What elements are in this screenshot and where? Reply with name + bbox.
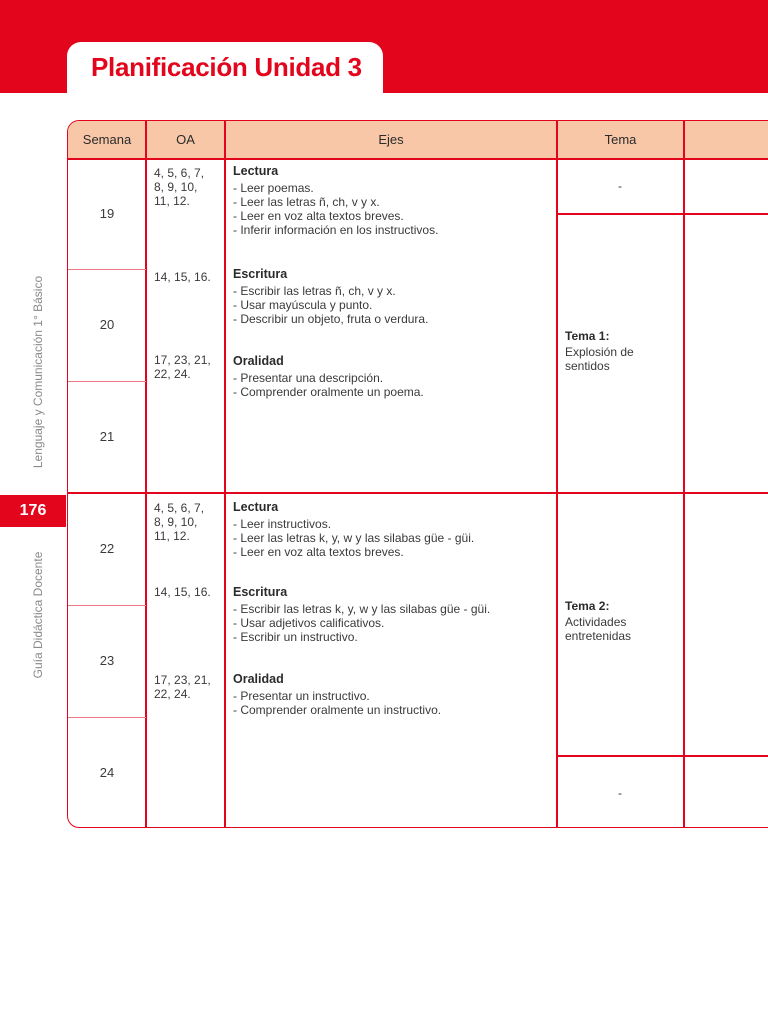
- ejes-item: - Escribir un instructivo.: [233, 630, 358, 644]
- ejes-item: - Presentar un instructivo.: [233, 689, 370, 703]
- ejes-escritura-b1: [233, 267, 551, 326]
- oa-escritura-b2: 14, 15, 16.: [154, 585, 211, 599]
- ejes-item: - Leer en voz alta textos breves.: [233, 209, 404, 223]
- oa-lectura-b1: 4, 5, 6, 7, 8, 9, 10, 11, 12.: [154, 166, 205, 208]
- header-semana: Semana: [82, 131, 132, 147]
- page-number: 176: [0, 495, 66, 527]
- oa-oralidad-b1: 17, 23, 21, 22, 24.: [154, 353, 211, 381]
- ejes-item: - Leer poemas.: [233, 181, 314, 195]
- ejes-item: - Escribir las letras ñ, ch, v y x.: [233, 284, 396, 298]
- tema-empty-b1: -: [618, 178, 622, 193]
- ejes-oralidad-b2: [233, 672, 551, 717]
- ejes-item: - Comprender oralmente un poema.: [233, 385, 424, 399]
- ejes-item: - Usar adjetivos calificativos.: [233, 616, 385, 630]
- ejes-item: - Escribir las letras k, y, w y las silabas güe - güi.: [233, 602, 491, 616]
- header-tema: Tema: [604, 131, 637, 147]
- row-divider: [68, 492, 768, 494]
- tema-description: Explosión de sentidos: [565, 345, 634, 373]
- ejes-item: - Leer las letras k, y, w y las silabas güe - güi.: [233, 531, 475, 545]
- header-ejes: Ejes: [378, 131, 404, 147]
- tema-divider: [556, 213, 768, 215]
- header-oa: OA: [176, 131, 195, 147]
- tema-title: Tema 2:: [565, 599, 610, 613]
- ejes-item: - Inferir información en los instructivos.: [233, 223, 439, 237]
- ejes-item: - Leer instructivos.: [233, 517, 332, 531]
- ejes-item: - Comprender oralmente un instructivo.: [233, 703, 442, 717]
- oa-lectura-b2: 4, 5, 6, 7, 8, 9, 10, 11, 12.: [154, 501, 205, 543]
- ejes-item: - Describir un objeto, fruta o verdura.: [233, 312, 429, 326]
- ejes-heading: Oralidad: [233, 354, 284, 368]
- week-23: 23: [99, 653, 115, 668]
- oa-escritura-b1: 14, 15, 16.: [154, 270, 211, 284]
- oa-oralidad-b2: 17, 23, 21, 22, 24.: [154, 673, 211, 701]
- tema-description: Actividades entretenidas: [565, 615, 632, 643]
- ejes-heading: Oralidad: [233, 672, 284, 686]
- ejes-item: - Presentar una descripción.: [233, 371, 384, 385]
- column-divider: [556, 121, 558, 828]
- week-24: 24: [99, 765, 115, 780]
- side-label-guide: Guía Didáctica Docente: [31, 551, 45, 679]
- week-20: 20: [99, 317, 115, 332]
- tema-2: [565, 599, 680, 643]
- tema-title: Tema 1:: [565, 329, 610, 343]
- week-19: 19: [99, 205, 115, 221]
- ejes-heading: Escritura: [233, 585, 288, 599]
- page-title: Planificación Unidad 3: [91, 52, 362, 82]
- column-divider: [224, 121, 226, 828]
- column-divider: [683, 121, 685, 828]
- ejes-escritura-b2: [233, 585, 551, 644]
- ejes-lectura-b1: [233, 164, 551, 237]
- planning-table: [67, 120, 768, 828]
- week-21: 21: [99, 428, 115, 444]
- ejes-lectura-b2: [233, 500, 551, 559]
- week-22: 22: [99, 540, 115, 556]
- ejes-heading: Lectura: [233, 164, 279, 178]
- ejes-item: - Leer en voz alta textos breves.: [233, 545, 404, 559]
- ejes-heading: Lectura: [233, 500, 279, 514]
- tema-empty-b2: -: [618, 786, 622, 800]
- tema-1: [565, 329, 680, 373]
- ejes-item: - Leer las letras ñ, ch, v y x.: [233, 195, 380, 209]
- ejes-oralidad-b1: [233, 354, 551, 399]
- ejes-item: - Usar mayúscula y punto.: [233, 298, 373, 312]
- side-label-subject: Lenguaje y Comunicación 1° Básico: [31, 275, 45, 469]
- ejes-heading: Escritura: [233, 267, 288, 281]
